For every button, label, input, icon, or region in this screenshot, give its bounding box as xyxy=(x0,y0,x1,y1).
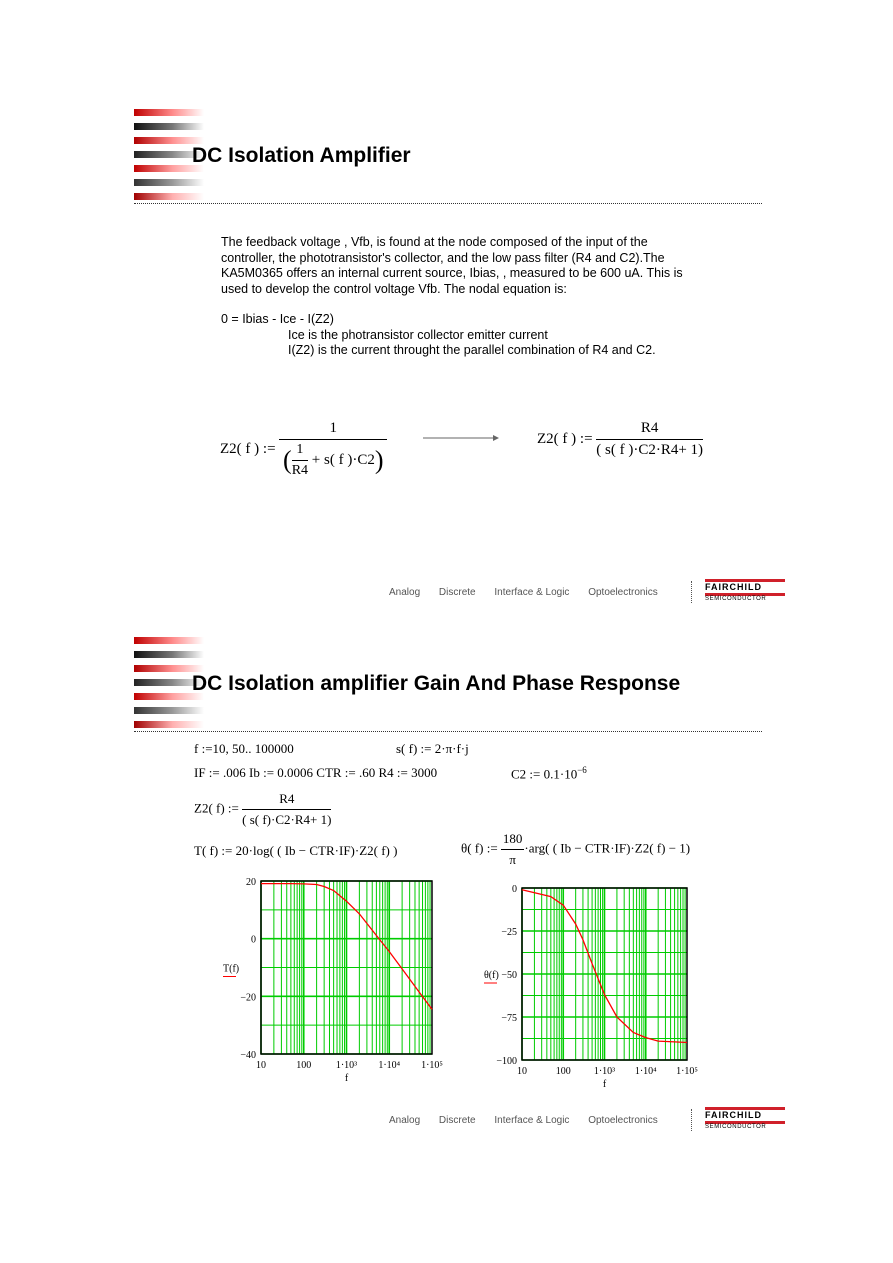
y-tick-label: −100 xyxy=(496,1056,517,1067)
x-tick-label: 1·10³ xyxy=(335,1060,358,1071)
x-tick-label: 1·10³ xyxy=(593,1066,616,1077)
def-f: f :=10, 50.. 100000 xyxy=(194,741,294,756)
gain-chart xyxy=(194,873,444,1103)
y-tick-label: 20 xyxy=(246,877,256,888)
y-tick-label: 0 xyxy=(251,934,256,946)
title-divider xyxy=(134,731,762,732)
def-theta: θ( f) := $\frac{180}{\pi}$ ·arg( ( Ib − CTR·IF)·Z2( f) − 1) xyxy=(461,831,691,867)
x-tick-label: 1·10⁵ xyxy=(421,1060,443,1071)
x-tick-label: 1·10⁵ xyxy=(676,1066,698,1077)
footer-link-interface-logic[interactable]: Interface & Logic xyxy=(494,587,570,598)
slide-title: DC Isolation amplifier Gain And Phase Response xyxy=(192,672,681,695)
footer-link-optoelectronics[interactable]: Optoelectronics xyxy=(588,587,658,598)
footer-link-analog[interactable]: Analog xyxy=(389,587,421,598)
def-t: T( f) := 20·log( ( Ib − CTR·IF)·Z2( f) ) xyxy=(194,843,398,858)
slide-2 xyxy=(134,633,786,1138)
slide-title: DC Isolation Amplifier xyxy=(192,144,411,167)
def-constants: IF := .006 Ib := 0.0006 CTR := .60 R4 := 3000 xyxy=(194,765,438,780)
y-axis-label: θ(f) xyxy=(484,970,499,981)
slide-1 xyxy=(134,105,786,610)
x-tick-label: 10 xyxy=(256,1060,266,1071)
y-axis-label: T(f) xyxy=(223,963,240,975)
y-tick-label: −40 xyxy=(240,1050,256,1061)
def-c2: C2 := $0.1\cdot 10^{-6}$ xyxy=(511,765,587,782)
def-z2: Z2( f) := $\frac{R4}{( s( f)\cdot C2\cdot R4+ 1)}$ xyxy=(194,791,332,827)
footer-link-optoelectronics[interactable]: Optoelectronics xyxy=(588,1115,658,1126)
footer-link-analog[interactable]: Analog xyxy=(389,1115,421,1126)
phase-chart xyxy=(462,878,702,1103)
paragraph: The feedback voltage , Vfb, is found at the node composed of the input of the controller, the phototransistor's collector, and the low pass filter (R4 and C2).The KA5M0365 offers an internal current source, Ibias, , measured to be 600 uA. This is used to develop the control voltage Vfb. The nodal equation is: xyxy=(221,235,683,296)
note-ice: Ice is the photransistor collector emitter current xyxy=(288,327,548,342)
footer-link-interface-logic[interactable]: Interface & Logic xyxy=(494,1115,570,1126)
x-axis-label: f xyxy=(344,1073,349,1084)
z2-equation-left: Z2( f ) := 1 ( $\frac{1}{R4}$ + s( f )·C2) xyxy=(220,420,387,479)
y-tick-label: 0 xyxy=(512,884,517,895)
nodal-equation: 0 = Ibias - Ice - I(Z2) xyxy=(221,312,334,326)
footer-links xyxy=(389,1115,674,1126)
def-s: s( f) := 2·π·f·j xyxy=(396,741,469,756)
footer-links xyxy=(389,587,674,598)
x-tick-label: 1·10⁴ xyxy=(378,1060,401,1071)
arrow-icon xyxy=(421,433,501,443)
y-tick-label: −75 xyxy=(501,1013,517,1024)
fairchild-logo: FAIRCHILD SEMICONDUCTOR xyxy=(705,1107,785,1131)
y-tick-label: −20 xyxy=(240,992,256,1004)
fairchild-logo: FAIRCHILD SEMICONDUCTOR xyxy=(705,579,785,603)
x-tick-label: 1·10⁴ xyxy=(634,1066,657,1077)
x-tick-label: 100 xyxy=(296,1060,312,1071)
footer-link-discrete[interactable]: Discrete xyxy=(438,1115,476,1126)
footer-link-discrete[interactable]: Discrete xyxy=(438,587,476,598)
y-tick-label: −25 xyxy=(501,927,517,938)
title-divider xyxy=(134,203,762,204)
note-iz2: I(Z2) is the current throught the parallel combination of R4 and C2. xyxy=(288,343,656,357)
description-text xyxy=(221,235,691,359)
x-axis-label: f xyxy=(602,1079,607,1090)
footer-separator xyxy=(691,581,692,603)
z2-equation-right: Z2( f ) := $\frac{R4}{( s( f )\cdot C2\cdot R4+ 1)}$ xyxy=(537,420,704,458)
y-tick-label: −50 xyxy=(501,970,517,981)
x-tick-label: 10 xyxy=(517,1066,527,1077)
x-tick-label: 100 xyxy=(555,1066,571,1077)
footer-separator xyxy=(691,1109,692,1131)
